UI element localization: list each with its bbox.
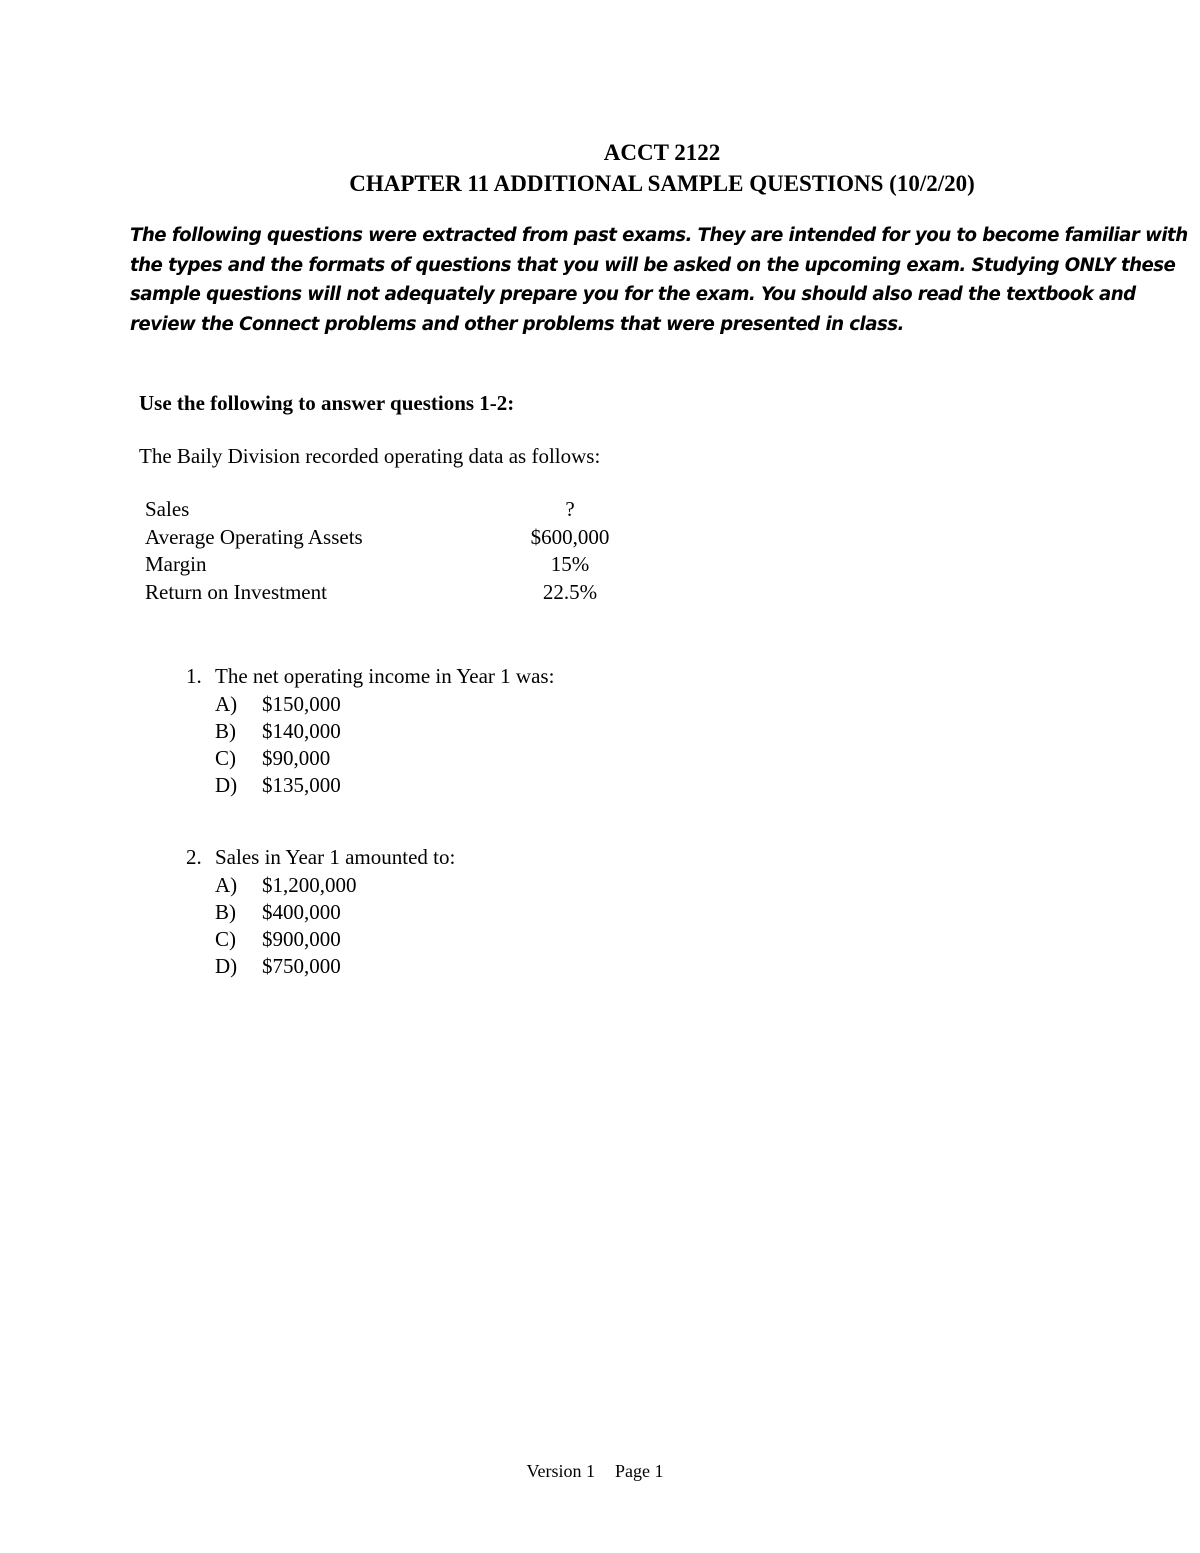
table-row: [145, 551, 655, 579]
answer-option: [215, 772, 554, 799]
section-description: The Baily Division recorded operating data as follows:: [139, 444, 601, 468]
version-label: Version 1: [526, 1461, 595, 1481]
option-letter: D): [215, 772, 238, 797]
option-letter: A): [215, 691, 238, 716]
section-lead: Use the following to answer questions 1-2:: [139, 391, 515, 415]
option-text: $140,000: [262, 718, 341, 743]
answer-option: [215, 718, 554, 745]
answer-option: [215, 926, 455, 953]
operating-data-table: [145, 496, 655, 606]
row-value: ?: [565, 497, 575, 521]
question-2: [186, 844, 455, 980]
option-text: $150,000: [262, 691, 341, 716]
question-stem: [186, 663, 554, 691]
option-text: $90,000: [262, 745, 331, 770]
option-text: $400,000: [262, 899, 341, 924]
question-stem: [186, 844, 455, 872]
option-text: $900,000: [262, 926, 341, 951]
chapter-title: CHAPTER 11 ADDITIONAL SAMPLE QUESTIONS (10/2/20): [349, 171, 975, 196]
answer-options: [186, 691, 554, 799]
option-text: $750,000: [262, 953, 341, 978]
intro-line: review the Connect problems and other problems that were presented in class.: [130, 313, 904, 335]
row-value: 15%: [550, 552, 590, 576]
option-letter: A): [215, 872, 238, 897]
question-number: 1.: [186, 664, 202, 688]
answer-option: [215, 899, 455, 926]
table-row: [145, 579, 655, 607]
page-number: Page 1: [615, 1461, 664, 1481]
question-text: Sales in Year 1 amounted to:: [215, 845, 456, 869]
table-row: [145, 524, 655, 552]
option-letter: B): [215, 899, 236, 924]
option-text: $135,000: [262, 772, 341, 797]
answer-option: [215, 953, 455, 980]
answer-option: [215, 691, 554, 718]
option-letter: C): [215, 745, 236, 770]
intro-line: The following questions were extracted from past exams. They are intended for you to become familiar with: [130, 225, 1188, 246]
row-label: Margin: [145, 552, 207, 576]
course-title: ACCT 2122: [603, 140, 721, 165]
question-text: The net operating income in Year 1 was:: [215, 664, 555, 688]
question-1: [186, 663, 554, 799]
question-number: 2.: [186, 845, 202, 869]
intro-note: [130, 221, 1195, 339]
row-value: 22.5%: [542, 579, 598, 604]
row-label: Average Operating Assets: [145, 524, 363, 549]
row-label: Sales: [145, 497, 190, 521]
answer-option: [215, 745, 554, 772]
intro-line: the types and the formats of questions that you will be asked on the upcoming exam. Studying ONLY these: [130, 254, 1176, 276]
option-letter: D): [215, 953, 238, 978]
row-value: $600,000: [530, 524, 610, 549]
option-letter: B): [215, 718, 236, 743]
answer-option: [215, 872, 455, 899]
option-letter: C): [215, 926, 236, 951]
option-text: $1,200,000: [262, 872, 357, 897]
row-label: Return on Investment: [145, 579, 327, 604]
table-row: [145, 496, 655, 524]
page-footer: [0, 1458, 1190, 1484]
intro-line: sample questions will not adequately prepare you for the exam. You should also read the textbook and: [130, 284, 1136, 305]
answer-options: [186, 872, 455, 980]
